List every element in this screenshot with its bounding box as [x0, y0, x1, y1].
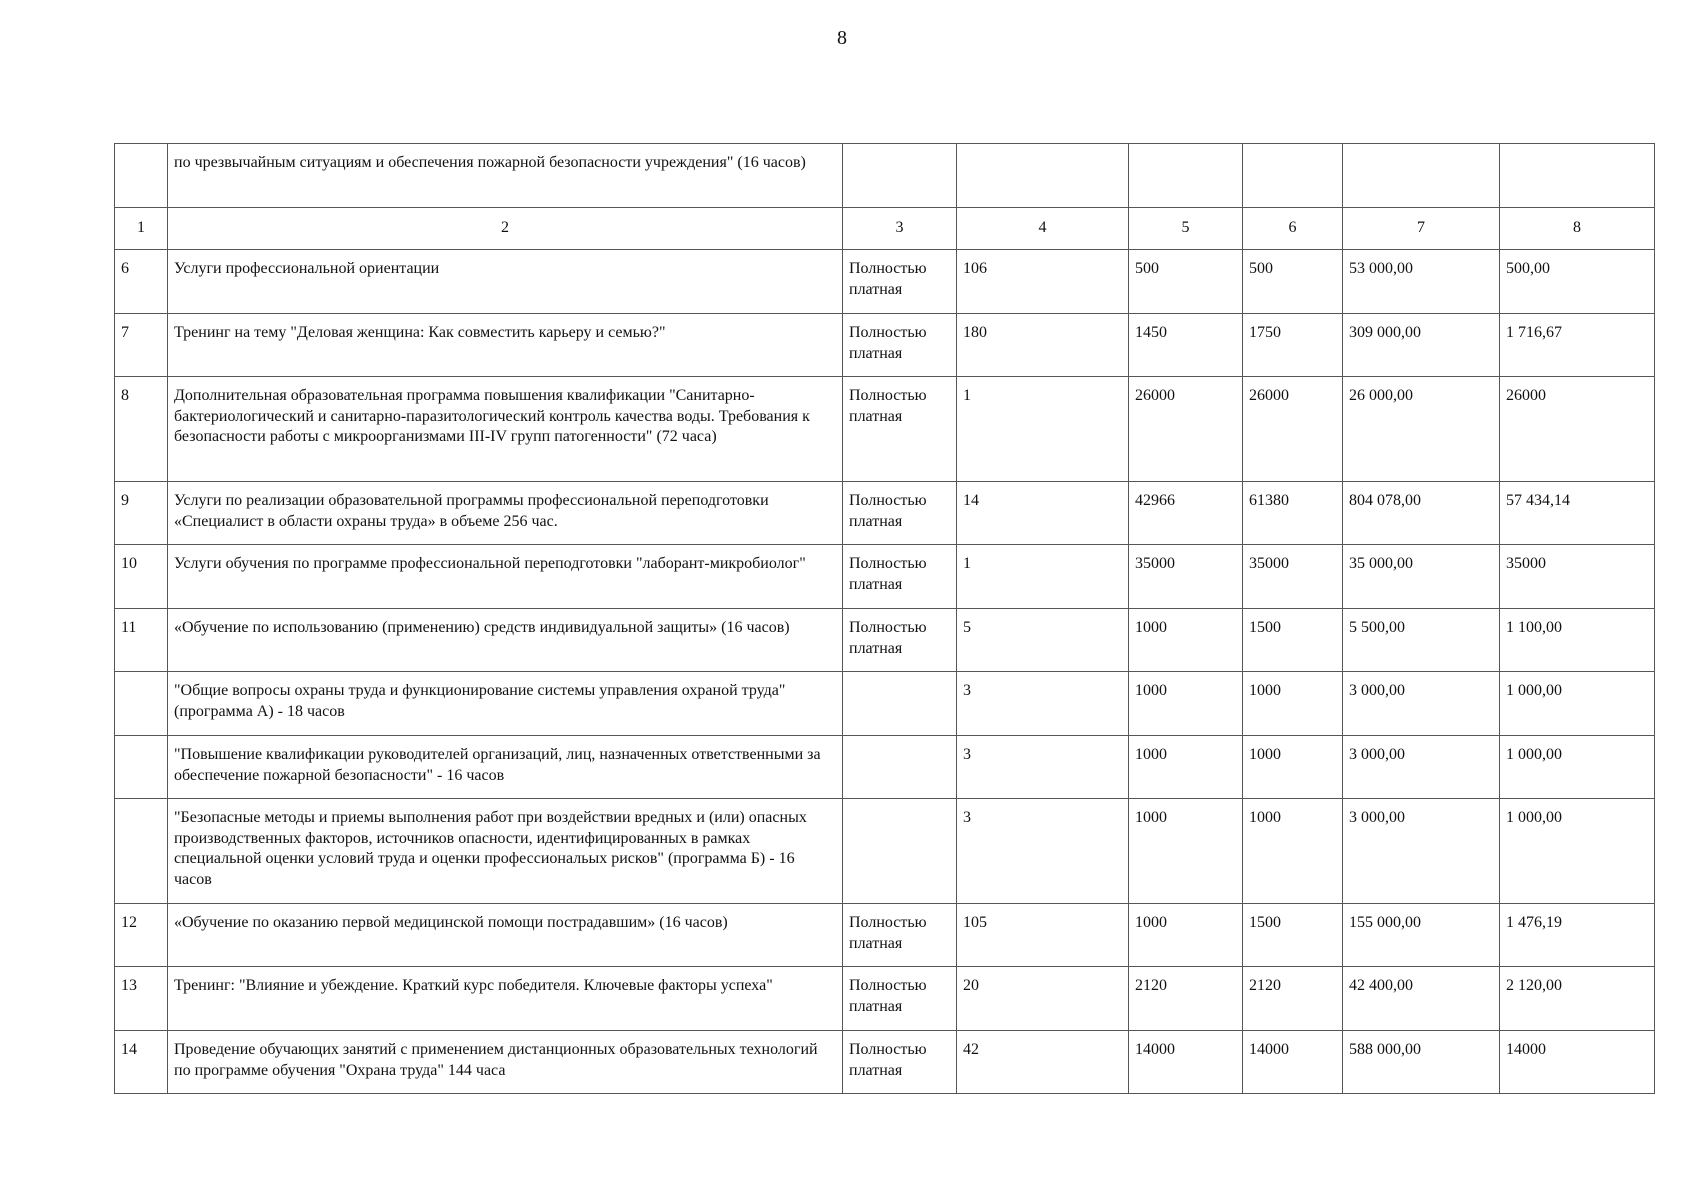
cell-col5: 26000 — [1129, 377, 1243, 482]
service-name: Тренинг на тему "Деловая женщина: Как совместить карьеру и семью?" — [168, 314, 843, 377]
cell-col7: 588 000,00 — [1343, 1031, 1500, 1094]
cell-col7: 3 000,00 — [1343, 799, 1500, 904]
cell-col4: 3 — [957, 799, 1129, 904]
cell-col6: 1750 — [1243, 314, 1343, 377]
row-number: 8 — [115, 377, 168, 482]
cell-col4: 14 — [957, 482, 1129, 545]
continuation-num-cell — [115, 144, 168, 208]
continuation-empty-cell — [1500, 144, 1655, 208]
payment-type: Полностью платная — [843, 250, 957, 314]
payment-type: Полностью платная — [843, 545, 957, 609]
cell-col8: 1 476,19 — [1500, 904, 1655, 967]
table-row — [115, 482, 1655, 545]
service-name: Услуги обучения по программе профессиональной переподготовки "лаборант-микробиолог" — [168, 545, 843, 609]
cell-col7: 3 000,00 — [1343, 736, 1500, 799]
cell-col6: 1000 — [1243, 736, 1343, 799]
cell-col7: 35 000,00 — [1343, 545, 1500, 609]
table-row — [115, 799, 1655, 904]
cell-col8: 35000 — [1500, 545, 1655, 609]
table-row — [115, 904, 1655, 967]
services-table — [114, 143, 1655, 1094]
row-number: 10 — [115, 545, 168, 609]
row-number: 13 — [115, 967, 168, 1031]
cell-col8: 14000 — [1500, 1031, 1655, 1094]
cell-col7: 5 500,00 — [1343, 609, 1500, 672]
row-number: 6 — [115, 250, 168, 314]
cell-col4: 5 — [957, 609, 1129, 672]
table-row — [115, 250, 1655, 314]
cell-col7: 155 000,00 — [1343, 904, 1500, 967]
service-name: «Обучение по использованию (применению) средств индивидуальной защиты» (16 часов) — [168, 609, 843, 672]
continuation-empty-cell — [1343, 144, 1500, 208]
cell-col7: 26 000,00 — [1343, 377, 1500, 482]
row-number: 14 — [115, 1031, 168, 1094]
cell-col4: 180 — [957, 314, 1129, 377]
row-number — [115, 736, 168, 799]
service-name: Услуги по реализации образовательной программы профессиональной переподготовки «Специалист в области охраны труда» в объеме 256 час. — [168, 482, 843, 545]
cell-col6: 26000 — [1243, 377, 1343, 482]
row-number — [115, 799, 168, 904]
service-name: "Общие вопросы охраны труда и функционирование системы управления охраной труда" (программа А) - 18 часов — [168, 672, 843, 736]
payment-type: Полностью платная — [843, 904, 957, 967]
cell-col7: 53 000,00 — [1343, 250, 1500, 314]
cell-col6: 61380 — [1243, 482, 1343, 545]
cell-col7: 42 400,00 — [1343, 967, 1500, 1031]
column-number-1: 1 — [115, 208, 168, 250]
cell-col5: 1000 — [1129, 736, 1243, 799]
cell-col4: 105 — [957, 904, 1129, 967]
payment-type: Полностью платная — [843, 314, 957, 377]
payment-type — [843, 799, 957, 904]
service-name: Проведение обучающих занятий с применением дистанционных образовательных технологий по программе обучения "Охрана труда" 144 часа — [168, 1031, 843, 1094]
service-name: "Повышение квалификации руководителей организаций, лиц, назначенных ответственными за обеспечение пожарной безопасности" - 16 часов — [168, 736, 843, 799]
column-number-3: 3 — [843, 208, 957, 250]
table-row — [115, 545, 1655, 609]
cell-col5: 1450 — [1129, 314, 1243, 377]
cell-col7: 309 000,00 — [1343, 314, 1500, 377]
payment-type: Полностью платная — [843, 609, 957, 672]
cell-col8: 57 434,14 — [1500, 482, 1655, 545]
cell-col5: 1000 — [1129, 799, 1243, 904]
continuation-empty-cell — [843, 144, 957, 208]
payment-type: Полностью платная — [843, 1031, 957, 1094]
table-row — [115, 1031, 1655, 1094]
cell-col5: 1000 — [1129, 672, 1243, 736]
payment-type: Полностью платная — [843, 482, 957, 545]
page-number: 8 — [837, 27, 847, 49]
cell-col4: 1 — [957, 545, 1129, 609]
table-row — [115, 736, 1655, 799]
payment-type — [843, 736, 957, 799]
row-number: 12 — [115, 904, 168, 967]
continuation-row — [115, 144, 1655, 208]
column-number-5: 5 — [1129, 208, 1243, 250]
cell-col6: 1500 — [1243, 904, 1343, 967]
table-row — [115, 967, 1655, 1031]
cell-col7: 3 000,00 — [1343, 672, 1500, 736]
cell-col5: 500 — [1129, 250, 1243, 314]
payment-type: Полностью платная — [843, 377, 957, 482]
cell-col8: 26000 — [1500, 377, 1655, 482]
cell-col6: 1000 — [1243, 799, 1343, 904]
table-row — [115, 672, 1655, 736]
table-row — [115, 314, 1655, 377]
cell-col5: 35000 — [1129, 545, 1243, 609]
cell-col8: 1 716,67 — [1500, 314, 1655, 377]
column-number-6: 6 — [1243, 208, 1343, 250]
row-number — [115, 672, 168, 736]
cell-col6: 35000 — [1243, 545, 1343, 609]
cell-col5: 1000 — [1129, 904, 1243, 967]
column-number-2: 2 — [168, 208, 843, 250]
cell-col6: 2120 — [1243, 967, 1343, 1031]
continuation-empty-cell — [1243, 144, 1343, 208]
cell-col6: 1500 — [1243, 609, 1343, 672]
cell-col8: 2 120,00 — [1500, 967, 1655, 1031]
row-number: 9 — [115, 482, 168, 545]
cell-col5: 42966 — [1129, 482, 1243, 545]
cell-col4: 106 — [957, 250, 1129, 314]
service-name: "Безопасные методы и приемы выполнения работ при воздействии вредных и (или) опасных производственных факторов, источников опасности, идентифицированных в рамках специальной оценки условий труда и оценки профессиональых рисков" (программа Б) - 16 часов — [168, 799, 843, 904]
cell-col8: 1 000,00 — [1500, 736, 1655, 799]
column-number-row — [115, 208, 1655, 250]
service-name: «Обучение по оказанию первой медицинской помощи пострадавшим» (16 часов) — [168, 904, 843, 967]
service-name: Тренинг: "Влияние и убеждение. Краткий курс победителя. Ключевые факторы успеха" — [168, 967, 843, 1031]
cell-col6: 1000 — [1243, 672, 1343, 736]
column-number-4: 4 — [957, 208, 1129, 250]
cell-col6: 500 — [1243, 250, 1343, 314]
table-row — [115, 609, 1655, 672]
cell-col6: 14000 — [1243, 1031, 1343, 1094]
continuation-empty-cell — [1129, 144, 1243, 208]
cell-col8: 500,00 — [1500, 250, 1655, 314]
cell-col4: 1 — [957, 377, 1129, 482]
row-number: 7 — [115, 314, 168, 377]
row-number: 11 — [115, 609, 168, 672]
continuation-name-cell: по чрезвычайным ситуациям и обеспечения пожарной безопасности учреждения" (16 часов) — [168, 144, 843, 208]
cell-col8: 1 000,00 — [1500, 799, 1655, 904]
cell-col7: 804 078,00 — [1343, 482, 1500, 545]
column-number-7: 7 — [1343, 208, 1500, 250]
cell-col5: 14000 — [1129, 1031, 1243, 1094]
cell-col8: 1 100,00 — [1500, 609, 1655, 672]
service-name: Дополнительная образовательная программа повышения квалификации "Санитарно-бактериологический и санитарно-паразитологический контроль качества воды. Требования к безопасности работы с микроорганизмами III-IV групп патогенности" (72 часа) — [168, 377, 843, 482]
cell-col4: 42 — [957, 1031, 1129, 1094]
service-name: Услуги профессиональной ориентации — [168, 250, 843, 314]
table-row — [115, 377, 1655, 482]
cell-col5: 1000 — [1129, 609, 1243, 672]
cell-col4: 3 — [957, 672, 1129, 736]
cell-col5: 2120 — [1129, 967, 1243, 1031]
cell-col4: 20 — [957, 967, 1129, 1031]
continuation-empty-cell — [957, 144, 1129, 208]
cell-col8: 1 000,00 — [1500, 672, 1655, 736]
column-number-8: 8 — [1500, 208, 1655, 250]
payment-type: Полностью платная — [843, 967, 957, 1031]
payment-type — [843, 672, 957, 736]
cell-col4: 3 — [957, 736, 1129, 799]
